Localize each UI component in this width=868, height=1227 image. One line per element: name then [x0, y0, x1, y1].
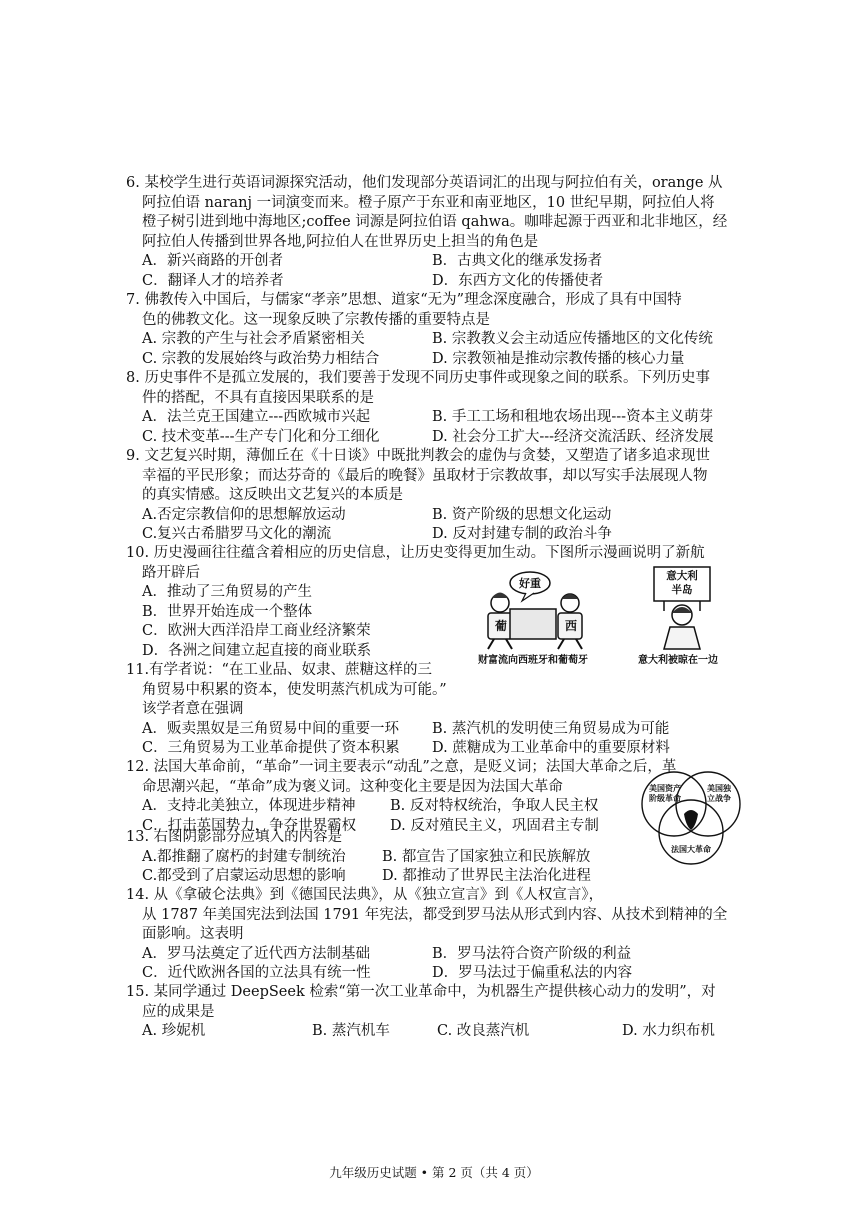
stem-line: 10. 历史漫画往往蕴含着相应的历史信息，让历史变得更加生动。下图所示漫画说明了新航	[126, 545, 705, 561]
option-c: C. 宗教的发展始终与政治势力相结合	[142, 350, 380, 367]
question-14	[126, 886, 750, 984]
question-8	[126, 369, 750, 447]
spain-label: 西	[564, 619, 577, 633]
option-a: A. 珍妮机	[142, 1023, 206, 1039]
left-caption: 财富流向西班牙和葡萄牙	[478, 655, 588, 666]
venn-label-left: 美国资产阶级革命	[649, 784, 681, 803]
stem-line: 14. 从《拿破仑法典》到《德国民法典》，从《独立宣言》到《人权宣言》，	[126, 887, 604, 903]
stem-line: 11.有学者说：“在工业品、奴隶、蔗糖这样的三	[126, 662, 432, 678]
option-d: D．东西方文化的传播使者	[432, 272, 604, 289]
stem-line: 路开辟后	[142, 564, 200, 581]
stem-line: 面影响。这表明	[142, 926, 244, 942]
stem-line: 幸福的平民形象；而达芬奇的《最后的晚餐》虽取材于宗教故事，却以写实手法展现人物	[142, 467, 708, 484]
question-15	[126, 983, 750, 1042]
option-b: B．罗马法符合资产阶级的利益	[432, 945, 632, 962]
option-c: C.都受到了启蒙运动思想的影响	[142, 868, 346, 884]
options	[126, 408, 750, 447]
stem-line: 9. 文艺复兴时期，薄伽丘在《十日谈》中既批判教会的虚伪与贪婪，又塑造了诸多追求现世	[126, 448, 710, 464]
option-a: A．新兴商路的开创者	[142, 253, 283, 269]
stem-line: 应的成果是	[142, 1003, 215, 1020]
venn-label-right: 美国独立战争	[707, 784, 731, 803]
option-b: B．世界开始连成一个整体	[142, 603, 313, 620]
option-a: A．推动了三角贸易的产生	[142, 584, 312, 600]
option-a: A．贩卖黑奴是三角贸易中间的重要一环	[142, 720, 399, 737]
stem-line: 该学者意在强调	[142, 701, 244, 717]
option-d: D. 反对封建专制的政治斗争	[432, 526, 612, 542]
option-b: B．古典文化的继承发扬者	[432, 253, 603, 269]
stem-line: 12. 法国大革命前，“革命”一词主要表示“动乱”之意，是贬义词；法国大革命之后，革	[126, 759, 677, 775]
option-a: A．支持北美独立，体现进步精神	[142, 798, 356, 814]
sign-line-1: 意大利	[666, 570, 698, 582]
right-caption: 意大利被晾在一边	[638, 655, 718, 666]
option-d: D. 都推动了世界民主法治化进程	[382, 868, 591, 884]
stem-line: 7. 佛教传入中国后，与儒家“孝亲”思想、道家“无为”理念深度融合，形成了具有中国特	[126, 292, 682, 308]
portugal-label: 葡	[494, 619, 507, 633]
venn-label-bottom: 法国大革命	[671, 845, 711, 854]
stem-line: 橙子树引进到地中海地区;coffee 词源是阿拉伯语 qahwa。咖啡起源于西亚和北非地区，经	[142, 214, 728, 230]
question-9	[126, 447, 750, 545]
question-6	[126, 174, 750, 291]
option-c: C．近代欧洲各国的立法具有统一性	[142, 965, 371, 981]
stem-line: 色的佛教文化。这一现象反映了宗教传播的重要特点是	[142, 311, 490, 328]
option-c: C. 技术变革---生产专门化和分工细化	[142, 428, 380, 445]
question-13	[126, 828, 750, 887]
stem-line: 的真实情感。这反映出文艺复兴的本质是	[142, 487, 403, 503]
option-c: C.复兴古希腊罗马文化的潮流	[142, 526, 332, 542]
stem-line: 阿拉伯人传播到世界各地,阿拉伯人在世界历史上担当的角色是	[142, 233, 539, 250]
option-c: C．翻译人才的培养者	[142, 272, 284, 289]
option-d: D. 宗教领袖是推动宗教传播的核心力量	[432, 350, 685, 367]
option-b: B. 蒸汽机车	[312, 1023, 390, 1039]
options	[126, 945, 750, 984]
option-c: C．打击英国势力，争夺世界霸权	[142, 817, 357, 834]
option-d: D．各洲之间建立起直接的商业联系	[142, 642, 372, 659]
page-footer: 九年级历史试题 • 第 2 页（共 4 页）	[329, 1165, 539, 1180]
stem-line: 命思潮兴起，“革命”成为褒义词。这种变化主要是因为法国大革命	[142, 778, 563, 795]
option-d: D. 蔗糖成为工业革命中的重要原材料	[432, 740, 670, 756]
sign-line-2: 半岛	[671, 584, 693, 596]
option-d: D. 水力织布机	[622, 1023, 715, 1039]
option-b: B. 资产阶级的思想文化运动	[432, 506, 612, 523]
option-d: D．罗马法过于偏重私法的内容	[432, 965, 633, 981]
option-b: B. 反对特权统治，争取人民主权	[390, 798, 599, 814]
option-a: A. 宗教的产生与社会矛盾紧密相关	[142, 331, 365, 347]
option-b: B. 宗教教义会主动适应传播地区的文化传统	[432, 331, 713, 347]
bubble-label: 好重	[519, 577, 541, 590]
stem-line: 从 1787 年美国宪法到法国 1791 年宪法，都受到罗马法从形式到内容、从技术到精神的全	[142, 906, 728, 923]
question-11	[126, 661, 750, 759]
option-a: A.都推翻了腐朽的封建专制统治	[142, 848, 346, 865]
option-b: B. 都宣告了国家独立和民族解放	[382, 848, 591, 865]
options	[126, 506, 750, 545]
options	[126, 848, 750, 887]
stem-line: 6. 某校学生进行英语词源探究活动，他们发现部分英语词汇的出现与阿拉伯有关，orange 从	[126, 175, 723, 191]
options	[126, 1022, 750, 1042]
option-b: B. 手工工场和租地农场出现---资本主义萌芽	[432, 409, 714, 425]
option-a: A．法兰克王国建立---西欧城市兴起	[142, 409, 371, 425]
trade-cartoon	[478, 565, 746, 665]
option-d: D. 社会分工扩大---经济交流活跃、经济发展	[432, 428, 714, 445]
stem-line: 阿拉伯语 naranj 一词演变而来。橙子原产于东亚和南亚地区，10 世纪早期，阿拉伯人将	[142, 194, 715, 211]
stem-line: 8. 历史事件不是孤立发展的，我们要善于发现不同历史事件或现象之间的联系。下列历史事	[126, 370, 710, 386]
option-c: C. 改良蒸汽机	[437, 1023, 530, 1039]
option-c: C．三角贸易为工业革命提供了资本积累	[142, 740, 400, 756]
stem-line: 角贸易中积累的资本，使发明蒸汽机成为可能。”	[142, 681, 447, 698]
option-a: A．罗马法奠定了近代西方法制基础	[142, 945, 370, 962]
options	[126, 252, 750, 291]
option-a: A.否定宗教信仰的思想解放运动	[142, 506, 346, 523]
option-b: B. 蒸汽机的发明使三角贸易成为可能	[432, 720, 670, 737]
option-d: D. 反对殖民主义，巩固君主专制	[390, 817, 599, 834]
stem-line: 件的搭配，不具有直接因果联系的是	[142, 389, 374, 406]
option-c: C．欧洲大西洋沿岸工商业经济繁荣	[142, 623, 371, 639]
options	[126, 720, 750, 759]
stem-line: 13. 右图阴影部分应填入的内容是	[126, 829, 343, 845]
stem-line: 15. 某同学通过 DeepSeek 检索“第一次工业革命中，为机器生产提供核心动力的发明”，对	[126, 984, 716, 1000]
options	[126, 330, 750, 369]
question-7	[126, 291, 750, 369]
